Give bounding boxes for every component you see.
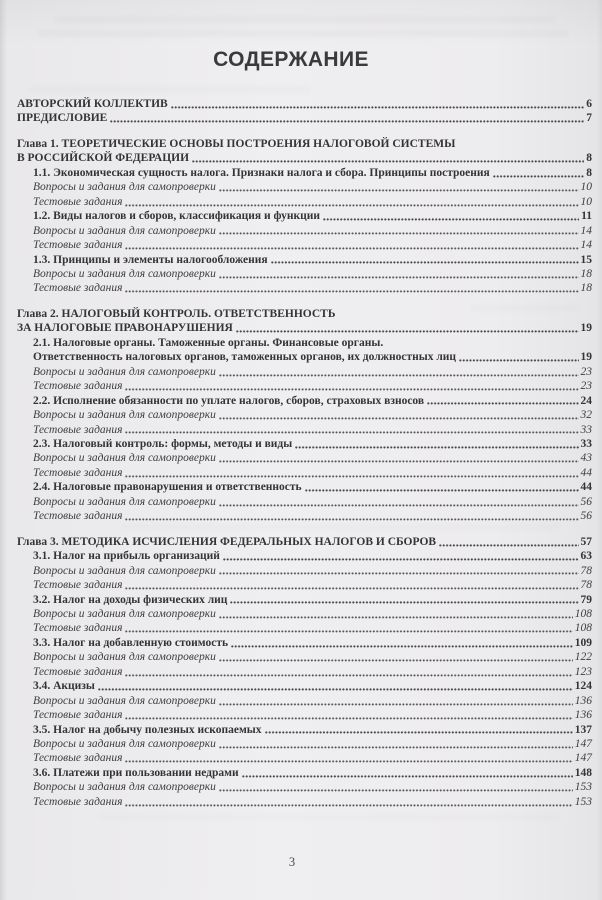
- toc-entry-text: АВТОРСКИЙ КОЛЛЕКТИВ: [17, 98, 168, 110]
- toc-entry-page: 147: [574, 738, 592, 751]
- toc-entry-text: Тестовые задания: [33, 579, 123, 592]
- toc-entry-page: 33: [580, 423, 592, 436]
- toc-entry-line: [17, 321, 592, 335]
- toc-entry-line: [17, 708, 592, 722]
- dot-leader: [265, 731, 573, 734]
- toc-entry-line: [17, 607, 592, 621]
- toc-entry: [17, 766, 592, 780]
- toc-entry-line: [17, 209, 592, 223]
- toc-entry: [17, 281, 592, 295]
- toc-entry-text: 2.4. Налоговые правонарушения и ответственность: [33, 481, 302, 494]
- page-title: СОДЕРЖАНИЕ: [213, 48, 369, 71]
- scan-bleed-artifact: [55, 16, 555, 23]
- toc-entry-page: 123: [574, 665, 592, 678]
- toc-entry-text: 3.5. Налог на добычу полезных ископаемых: [33, 723, 262, 736]
- toc-entry-text: Тестовые задания: [33, 795, 123, 808]
- scan-bleed-artifact: [38, 30, 568, 37]
- toc-entry-text: Вопросы и задания для самопроверки: [33, 452, 216, 465]
- toc-entry-line: [17, 423, 592, 437]
- toc-entry-line: [17, 578, 592, 592]
- toc-entry: [17, 394, 592, 408]
- toc-entry-text: Тестовые задания: [33, 709, 123, 722]
- toc-entry-page: 79: [580, 593, 592, 606]
- toc-entry-text: 3.3. Налог на добавленную стоимость: [33, 636, 229, 649]
- toc-entry: [17, 365, 592, 379]
- dot-leader: [192, 160, 584, 163]
- toc-entry-line: [17, 480, 592, 494]
- toc-entry-text: Вопросы и задания для самопроверки: [33, 365, 216, 378]
- toc-entry-text: Вопросы и задания для самопроверки: [33, 495, 216, 508]
- toc-entry: [17, 111, 592, 125]
- toc-entry-page: 6: [586, 98, 592, 110]
- dot-leader: [98, 688, 573, 691]
- dot-leader: [219, 616, 573, 619]
- dot-leader: [242, 775, 573, 778]
- dot-leader: [125, 587, 578, 590]
- toc-entry-text: Тестовые задания: [33, 239, 123, 252]
- dot-leader: [219, 189, 579, 192]
- toc-entry-page: 10: [580, 195, 592, 208]
- toc-entry-text: Тестовые задания: [33, 752, 123, 765]
- toc-entry: [17, 723, 592, 737]
- toc-entry: [17, 650, 592, 664]
- dot-leader: [219, 746, 573, 749]
- scan-bleed-artifact: [30, 86, 310, 93]
- dot-leader: [125, 247, 578, 250]
- toc-entry: [17, 209, 592, 223]
- toc-entry-line: [17, 593, 592, 607]
- page-number: 3: [288, 855, 296, 869]
- toc-entry: [17, 665, 592, 679]
- toc-entry-page: 8: [586, 166, 592, 179]
- toc-entry-line: [17, 636, 592, 650]
- toc-entry-text: Тестовые задания: [33, 466, 123, 479]
- dot-leader: [219, 504, 579, 507]
- toc-entry-page: 10: [580, 181, 592, 194]
- toc-entry-page: 153: [574, 795, 592, 808]
- toc-entry-text: Тестовые задания: [33, 665, 123, 678]
- toc-entry: [17, 564, 592, 578]
- toc-entry: [17, 180, 592, 194]
- toc-entry-page: 56: [580, 510, 592, 523]
- dot-leader: [219, 460, 579, 463]
- toc-entry-page: 147: [574, 752, 592, 765]
- dot-leader: [219, 232, 579, 235]
- toc-entry-line: [17, 665, 592, 679]
- toc-entry-page: 56: [580, 495, 592, 508]
- toc-entry-text: 1.2. Виды налогов и сборов, классификация и функции: [33, 210, 321, 223]
- toc-entry-line: [17, 509, 592, 523]
- dot-leader: [110, 120, 584, 123]
- dot-leader: [125, 717, 572, 720]
- toc-entry-text: Тестовые задания: [33, 622, 123, 635]
- toc-entry-page: 44: [580, 466, 592, 479]
- toc-entry: [17, 535, 592, 549]
- toc-entry-text: Тестовые задания: [33, 380, 123, 393]
- toc-entry: [17, 466, 592, 480]
- toc-entry-page: 15: [580, 253, 592, 266]
- toc-entry-line: [17, 679, 592, 693]
- dot-leader: [125, 760, 572, 763]
- dot-leader: [125, 204, 578, 207]
- toc-entry-text: Вопросы и задания для самопроверки: [33, 181, 216, 194]
- dot-leader: [219, 572, 579, 575]
- toc-entry-text: 1.3. Принципы и элементы налогообложения: [33, 253, 268, 266]
- toc-entry-text: Вопросы и задания для самопроверки: [33, 267, 216, 280]
- toc-entry-line: [17, 466, 592, 480]
- dot-leader: [125, 431, 578, 434]
- toc-entry: [17, 379, 592, 393]
- dot-leader: [219, 703, 573, 706]
- dot-leader: [171, 106, 585, 109]
- toc-entry-line: [17, 408, 592, 422]
- toc-entry-page: 8: [586, 152, 592, 165]
- toc-entry-line: [17, 238, 592, 252]
- dot-leader: [305, 489, 579, 492]
- toc-entry-page: 153: [574, 781, 592, 794]
- toc-entry-line: [17, 564, 592, 578]
- dot-leader: [493, 175, 585, 178]
- toc-entry-text: Вопросы и задания для самопроверки: [33, 651, 216, 664]
- toc-entry-text: Тестовые задания: [33, 195, 123, 208]
- toc-entry-page: 124: [574, 680, 592, 693]
- toc-entry: [17, 737, 592, 751]
- toc-entry-line: [17, 535, 592, 549]
- toc-entry-page: 19: [580, 351, 592, 364]
- toc-entry-text: Тестовые задания: [33, 423, 123, 436]
- dot-leader: [125, 804, 572, 807]
- dot-leader: [230, 601, 578, 604]
- dot-leader: [219, 374, 579, 377]
- toc-entry: [17, 708, 592, 722]
- dot-leader: [295, 446, 578, 449]
- dot-leader: [125, 518, 578, 521]
- toc-entry-line: [17, 495, 592, 509]
- toc-entry-line: [17, 365, 592, 379]
- toc-entry-page: 24: [580, 394, 592, 407]
- dot-leader: [125, 388, 578, 391]
- toc-entry-line: [17, 281, 592, 295]
- scan-bleed-artifact: [100, 814, 560, 820]
- toc-entry-page: 23: [580, 365, 592, 378]
- toc-entry-page: 18: [580, 282, 592, 295]
- toc-entry-page: 78: [580, 564, 592, 577]
- toc-entry-line: [17, 111, 592, 125]
- toc-entry: [17, 137, 592, 166]
- toc-entry-text: ЗА НАЛОГОВЫЕ ПРАВОНАРУШЕНИЯ: [17, 322, 233, 335]
- toc-entry-text: Вопросы и задания для самопроверки: [33, 564, 216, 577]
- dot-leader: [271, 261, 579, 264]
- dot-leader: [219, 417, 579, 420]
- dot-leader: [231, 645, 573, 648]
- toc-entry-line: [17, 650, 592, 664]
- toc-entry-line: [17, 267, 592, 281]
- dot-leader: [125, 290, 578, 293]
- dot-leader: [219, 276, 579, 279]
- toc-entry-line: [17, 694, 592, 708]
- toc-entry: [17, 195, 592, 209]
- toc-entry-line: [17, 350, 592, 364]
- toc-entry-text: 3.4. Акцизы: [33, 680, 95, 693]
- toc-entry-line: [17, 97, 592, 111]
- toc-entry-page: 108: [574, 607, 592, 620]
- toc-entry-page: 19: [580, 322, 592, 335]
- toc-entry-line: [17, 180, 592, 194]
- toc-entry-text: В РОССИЙСКОЙ ФЕДЕРАЦИИ: [17, 152, 190, 165]
- toc-entry-page: 32: [580, 409, 592, 422]
- toc-entry-page: 43: [580, 452, 592, 465]
- toc-entry-line: [17, 253, 592, 267]
- toc-entry: [17, 780, 592, 794]
- toc-entry-page: 136: [574, 694, 592, 707]
- toc-entry-text: 1.1. Экономическая сущность налога. Признаки налога и сбора. Принципы построения: [33, 166, 490, 179]
- toc-entry-page: 148: [574, 766, 592, 779]
- toc-entry-page: 11: [581, 210, 592, 223]
- toc-entry-line: [17, 751, 592, 765]
- toc-entry-page: 78: [580, 579, 592, 592]
- toc-entry-text: 3.1. Налог на прибыль организаций: [33, 550, 220, 563]
- dot-leader: [223, 558, 579, 561]
- toc-entry: [17, 423, 592, 437]
- dot-leader: [125, 674, 572, 677]
- toc-entry-line: [17, 195, 592, 209]
- toc-entry-page: 136: [574, 709, 592, 722]
- toc-entry-text: Глава 3. МЕТОДИКА ИСЧИСЛЕНИЯ ФЕДЕРАЛЬНЫХ НАЛОГОВ И СБОРОВ: [17, 535, 437, 548]
- dot-leader: [125, 630, 572, 633]
- toc-entry-text: Вопросы и задания для самопроверки: [33, 607, 216, 620]
- toc-entry: [17, 549, 592, 563]
- toc-entry-line: [17, 224, 592, 238]
- toc-entry-line: [17, 166, 592, 180]
- toc-entry-line: [17, 394, 592, 408]
- toc-entry-page: 109: [574, 636, 592, 649]
- toc-entry-line: [17, 151, 592, 165]
- toc-entry-line: [17, 307, 592, 321]
- toc-entry: [17, 408, 592, 422]
- toc-entry-text: 2.3. Налоговый контроль: формы, методы и виды: [33, 437, 293, 450]
- toc-entry-text: Глава 1. ТЕОРЕТИЧЕСКИЕ ОСНОВЫ ПОСТРОЕНИЯ НАЛОГОВОЙ СИСТЕМЫ: [17, 137, 456, 150]
- toc-entry-line: [17, 737, 592, 751]
- toc-entry-line: [17, 379, 592, 393]
- toc-entry-text: ПРЕДИСЛОВИЕ: [17, 112, 108, 125]
- toc-entry-text: Вопросы и задания для самопроверки: [33, 781, 216, 794]
- dot-leader: [125, 475, 578, 478]
- toc-entry-line: [17, 795, 592, 809]
- dot-leader: [236, 330, 579, 333]
- toc-entry: [17, 166, 592, 180]
- toc-entry-page: 122: [574, 651, 592, 664]
- dot-leader: [219, 659, 573, 662]
- toc-entry: [17, 578, 592, 592]
- toc-entry-text: Глава 2. НАЛОГОВЫЙ КОНТРОЛЬ. ОТВЕТСТВЕННОСТЬ: [17, 307, 336, 320]
- toc-entry: [17, 607, 592, 621]
- toc-entry: [17, 224, 592, 238]
- toc-entry-line: [17, 621, 592, 635]
- toc-entry-line: [17, 780, 592, 794]
- toc-entry-page: 23: [580, 380, 592, 393]
- toc-entry-page: 18: [580, 267, 592, 280]
- dot-leader: [459, 359, 578, 362]
- toc-entry-text: Ответственность налоговых органов, таможенных органов, их должностных лиц: [33, 351, 457, 364]
- toc-entry-line: [17, 451, 592, 465]
- toc-entry: [17, 307, 592, 336]
- toc-entry-text: Тестовые задания: [33, 510, 123, 523]
- toc-entry: [17, 437, 592, 451]
- toc-entry-line: [17, 549, 592, 563]
- toc-entry-page: 57: [580, 535, 592, 548]
- toc-entry-text: 3.6. Платежи при пользовании недрами: [33, 766, 239, 779]
- dot-leader: [219, 789, 573, 792]
- toc-entry-text: Вопросы и задания для самопроверки: [33, 738, 216, 751]
- toc-entry: [17, 480, 592, 494]
- toc-entry: [17, 679, 592, 693]
- toc-entry-page: 14: [580, 224, 592, 237]
- toc-entry: [17, 509, 592, 523]
- toc-entry: [17, 451, 592, 465]
- toc-entry-page: 63: [580, 550, 592, 563]
- toc-entry-text: Вопросы и задания для самопроверки: [33, 694, 216, 707]
- toc-entry-line: [17, 137, 592, 151]
- toc-entry-text: Вопросы и задания для самопроверки: [33, 409, 216, 422]
- dot-leader: [323, 218, 579, 221]
- toc-entry-page: 14: [580, 239, 592, 252]
- toc-entry: [17, 694, 592, 708]
- toc-entry-text: 2.2. Исполнение обязанности по уплате налогов, сборов, страховых взносов: [33, 394, 425, 407]
- dot-leader: [427, 402, 578, 405]
- toc-entry: [17, 636, 592, 650]
- toc-entry: [17, 97, 592, 111]
- toc-entry-text: Тестовые задания: [33, 282, 123, 295]
- dot-leader: [439, 544, 578, 547]
- toc-entry-text: Вопросы и задания для самопроверки: [33, 224, 216, 237]
- toc-entry-line: [17, 723, 592, 737]
- toc-entry-line: [17, 336, 592, 350]
- toc-entry-page: 137: [574, 723, 592, 736]
- toc-entry: [17, 795, 592, 809]
- toc-entry: [17, 238, 592, 252]
- toc-entry-text: 3.2. Налог на доходы физических лиц: [33, 593, 228, 606]
- toc-entry-page: 33: [580, 437, 592, 450]
- toc-entry: [17, 593, 592, 607]
- toc: [17, 97, 592, 809]
- toc-entry-page: 7: [586, 112, 592, 125]
- toc-entry-line: [17, 437, 592, 451]
- toc-entry: [17, 751, 592, 765]
- toc-entry-page: 44: [580, 481, 592, 494]
- toc-entry: [17, 267, 592, 281]
- toc-entry-text: 2.1. Налоговые органы. Таможенные органы. Финансовые органы.: [33, 336, 384, 349]
- toc-entry: [17, 336, 592, 365]
- toc-entry-line: [17, 766, 592, 780]
- toc-entry: [17, 621, 592, 635]
- toc-entry: [17, 253, 592, 267]
- toc-entry: [17, 495, 592, 509]
- toc-entry-page: 108: [574, 622, 592, 635]
